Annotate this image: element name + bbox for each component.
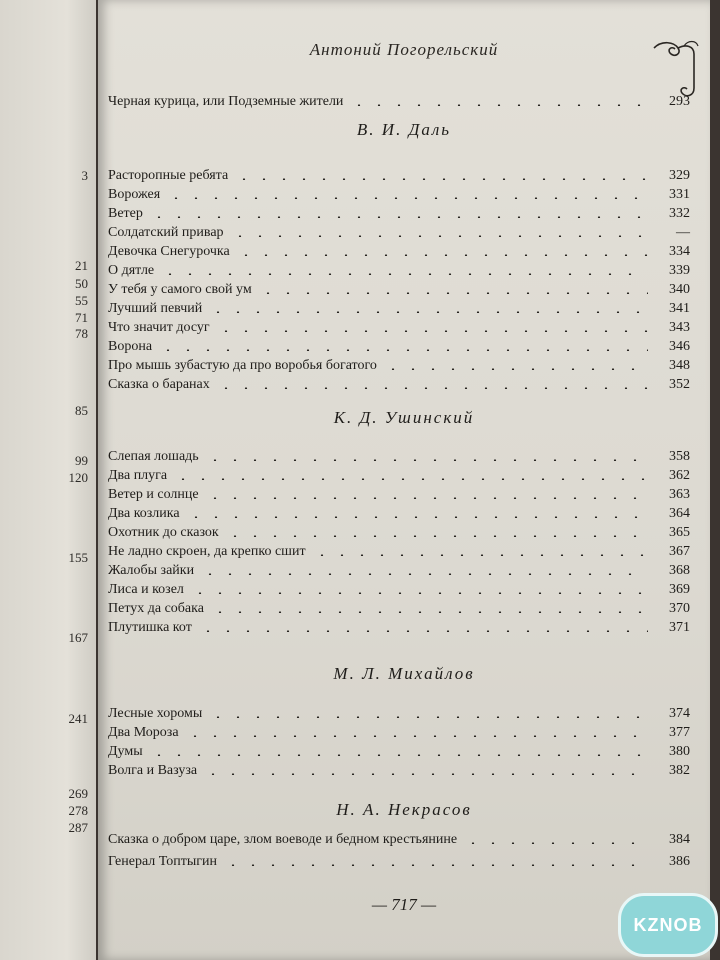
toc-entry-title: О дятле — [108, 263, 155, 278]
left-page-edge — [0, 0, 96, 960]
toc-entry — [108, 578, 690, 598]
dot-leader — [210, 611, 648, 613]
toc-entry-title: Два козлика — [108, 506, 180, 521]
toc-entry-title: Два Мороза — [108, 725, 179, 740]
dot-leader — [200, 573, 648, 575]
left-page-number: 155 — [68, 550, 88, 565]
toc-entry — [108, 316, 690, 336]
watermark-badge: KZNOB — [618, 893, 718, 957]
toc-entry — [108, 278, 690, 298]
toc-entry — [108, 335, 690, 355]
toc-entry — [108, 740, 690, 760]
toc-entry-title: Девочка Снегурочка — [108, 244, 230, 259]
toc-entry-title: Ворона — [108, 339, 153, 354]
toc-entry-page: 329 — [669, 168, 690, 183]
dot-leader — [383, 368, 648, 370]
toc-entry-page: 362 — [669, 468, 690, 483]
toc-entry-title: Петух да собака — [108, 601, 204, 616]
dot-leader — [234, 178, 648, 180]
dot-leader — [205, 459, 648, 461]
toc-entry-page: 339 — [669, 263, 690, 278]
dot-leader — [349, 104, 648, 106]
toc-entry-page: 331 — [669, 187, 690, 202]
toc-entry — [108, 702, 690, 722]
running-header-author: Антоний Погорельский — [309, 40, 499, 59]
toc-entry-title: Лиса и козел — [108, 582, 184, 597]
left-page-number: 241 — [68, 711, 88, 726]
toc-entry-title: Черная курица, или Подземные жители — [108, 94, 344, 109]
toc-entry — [108, 828, 690, 848]
toc-entry-page: 377 — [669, 725, 690, 740]
toc-entry-page: 365 — [669, 525, 690, 540]
toc-entry-page: 386 — [669, 854, 690, 869]
toc-entry — [108, 354, 690, 374]
section-author-heading: К. Д. Ушинский — [333, 408, 475, 427]
section-author-heading: Н. А. Некрасов — [336, 800, 472, 819]
toc-entry — [108, 221, 690, 241]
dot-leader — [463, 842, 648, 844]
toc-entry — [108, 721, 690, 741]
section-author-heading: В. И. Даль — [356, 120, 452, 139]
dot-leader — [203, 773, 648, 775]
toc-entry-page: 380 — [669, 744, 690, 759]
dot-leader — [205, 497, 648, 499]
toc-entry-page: 370 — [669, 601, 690, 616]
dot-leader — [185, 735, 648, 737]
left-page-number: 99 — [75, 453, 88, 468]
toc-entry-page: — — [676, 225, 690, 240]
dot-leader — [149, 216, 648, 218]
toc-entry-title: Охотник до сказок — [108, 525, 219, 540]
table-of-contents-page — [98, 0, 710, 960]
toc-entry-page: 364 — [669, 506, 690, 521]
dot-leader — [186, 516, 648, 518]
toc-entry-title: Плутишка кот — [108, 620, 192, 635]
dot-leader — [208, 311, 648, 313]
dot-leader — [225, 535, 648, 537]
toc-entry — [108, 240, 690, 260]
toc-entry-title: Волга и Вазуза — [108, 763, 198, 778]
toc-entry-page: 384 — [669, 832, 690, 847]
toc-entry-title: Что значит досуг — [108, 320, 210, 335]
dot-leader — [173, 478, 648, 480]
toc-entry-page: 346 — [669, 339, 690, 354]
toc-entry-page: 340 — [669, 282, 690, 297]
toc-entry-title: Солдатский привар — [108, 225, 224, 240]
toc-entry-title: Не ладно скроен, да крепко сшит — [108, 544, 306, 559]
dot-leader — [158, 349, 648, 351]
dot-leader — [160, 273, 648, 275]
toc-entry-title: Думы — [108, 744, 143, 759]
toc-entry-title: Ветер и солнце — [108, 487, 199, 502]
toc-entry-page: 341 — [669, 301, 690, 316]
toc-entry — [108, 483, 690, 503]
toc-entry-title: Сказка о баранах — [108, 377, 210, 392]
dot-leader — [190, 592, 648, 594]
dot-leader — [149, 754, 648, 756]
dot-leader — [166, 197, 648, 199]
toc-entry-page: 343 — [669, 320, 690, 335]
toc-entry-title: Ворожея — [108, 187, 161, 202]
left-page-number: 78 — [75, 326, 88, 341]
toc-entry-page: 334 — [669, 244, 690, 259]
page-number-footer: — 717 — — [371, 895, 437, 914]
toc-entry-title: У тебя у самого свой ум — [108, 282, 252, 297]
toc-entry-page: 293 — [669, 94, 690, 109]
toc-entry-page: 369 — [669, 582, 690, 597]
left-page-number: 21 — [75, 258, 88, 273]
toc-entry — [108, 616, 690, 636]
toc-entry — [108, 259, 690, 279]
toc-entry-page: 374 — [669, 706, 690, 721]
toc-entry — [108, 183, 690, 203]
toc-entry-page: 363 — [669, 487, 690, 502]
toc-entry — [108, 464, 690, 484]
toc-entry — [108, 540, 690, 560]
left-page-number: 3 — [81, 168, 88, 183]
toc-entry — [108, 202, 690, 222]
toc-entry-title: Про мышь зубастую да про воробья богатого — [108, 358, 377, 373]
dot-leader — [223, 864, 648, 866]
toc-entry-page: 367 — [669, 544, 690, 559]
dot-leader — [230, 235, 648, 237]
dot-leader — [198, 630, 648, 632]
left-page-number: 167 — [68, 630, 88, 645]
toc-entry-title: Сказка о добром царе, злом воеводе и бедном крестьянине — [108, 832, 458, 847]
left-page-number: 269 — [68, 786, 88, 801]
toc-entry — [108, 850, 690, 870]
left-page-number: 85 — [75, 403, 88, 418]
toc-entry-title: Генерал Топтыгин — [108, 854, 218, 869]
section-author-heading: М. Л. Михайлов — [333, 664, 475, 683]
toc-entry — [108, 559, 690, 579]
toc-entry — [108, 164, 690, 184]
left-page-number: 287 — [68, 820, 88, 835]
left-page-number: 120 — [68, 470, 88, 485]
toc-entry-title: Лучший певчий — [108, 301, 203, 316]
toc-entry — [108, 373, 690, 393]
toc-entry-page: 352 — [669, 377, 690, 392]
toc-entry — [108, 502, 690, 522]
toc-entry-title: Слепая лошадь — [108, 449, 199, 464]
dot-leader — [236, 254, 648, 256]
toc-entry-page: 332 — [669, 206, 690, 221]
toc-entry-page: 348 — [669, 358, 690, 373]
toc-entry-title: Расторопные ребята — [108, 168, 229, 183]
left-page-number: 71 — [75, 310, 88, 325]
dot-leader — [216, 387, 648, 389]
left-page-number: 55 — [75, 293, 88, 308]
toc-entry — [108, 597, 690, 617]
toc-entry — [108, 297, 690, 317]
toc-entry-page: 382 — [669, 763, 690, 778]
toc-entry-title: Лесные хоромы — [108, 706, 203, 721]
toc-entry-page: 358 — [669, 449, 690, 464]
toc-entry-title: Жалобы зайки — [108, 563, 195, 578]
toc-entry — [108, 759, 690, 779]
dot-leader — [258, 292, 648, 294]
left-page-number: 278 — [68, 803, 88, 818]
toc-entry-title: Два плуга — [108, 468, 168, 483]
left-page-number: 50 — [75, 276, 88, 291]
toc-entry — [108, 445, 690, 465]
dot-leader — [208, 716, 648, 718]
toc-entry-page: 371 — [669, 620, 690, 635]
dot-leader — [216, 330, 648, 332]
toc-entry-page: 368 — [669, 563, 690, 578]
dot-leader — [312, 554, 648, 556]
toc-entry — [108, 521, 690, 541]
toc-entry — [108, 90, 690, 110]
toc-entry-title: Ветер — [108, 206, 143, 221]
